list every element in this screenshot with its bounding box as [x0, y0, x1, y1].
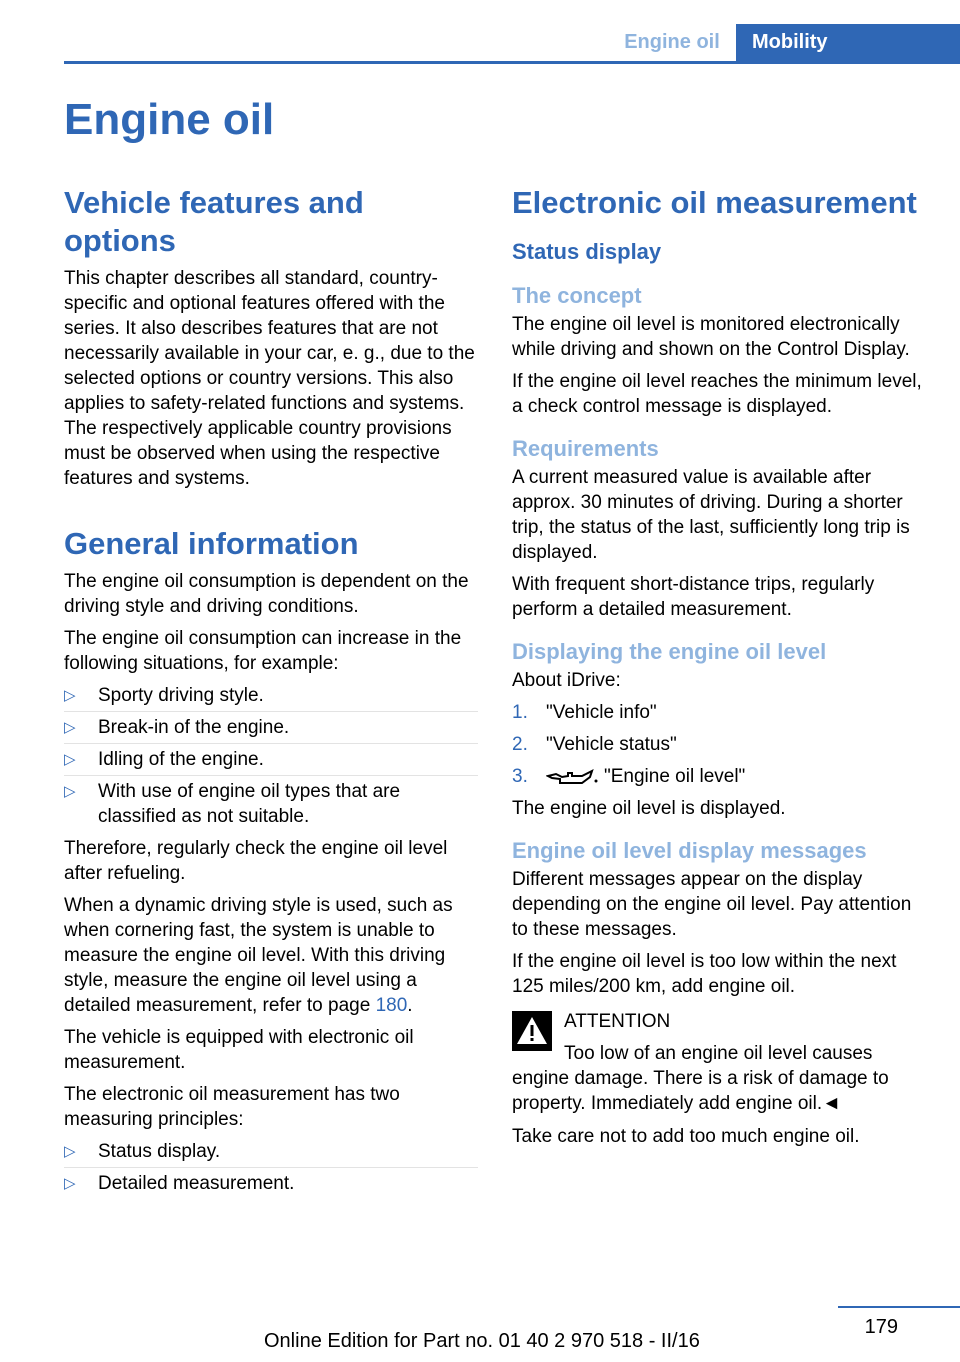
list-item-text: Idling of the engine. — [98, 749, 264, 770]
step-item — [512, 764, 926, 789]
general-info-paragraph: The engine oil consumption is dependent on the driving style and driving conditions. — [64, 571, 469, 617]
list-item — [64, 1171, 478, 1196]
triangle-right-icon: ▷ — [64, 719, 76, 736]
list-item — [64, 747, 478, 772]
messages-paragraph: If the engine oil level is too low within the next 125 miles/200 km, add engine oil. — [512, 951, 897, 997]
general-info-paragraph: The electronic oil measurement has two measuring principles: — [64, 1084, 400, 1130]
list-item — [64, 1139, 478, 1164]
step-item — [512, 732, 926, 757]
vehicle-features-text: This chapter describes all standard, country-specific and optional features offered with the series. It also describes features that are not necessarily available in your car, e. g., due to the selected options or country versions. This also applies to safety-related functions and systems. The respectively applicable country provisions must be observed when using the respective features and systems. — [64, 268, 475, 489]
triangle-right-icon: ▷ — [64, 751, 76, 768]
right-column — [512, 184, 926, 1156]
header-tabs — [608, 24, 960, 61]
oil-can-icon — [546, 768, 598, 786]
displaying-oil-level-heading: Displaying the engine oil level — [512, 639, 827, 664]
requirements-paragraph: A current measured value is available after approx. 30 minutes of driving. During a shorter trip, the status of the last, sufficiently long trip is displayed. — [512, 467, 910, 563]
concept-heading: The concept — [512, 283, 642, 308]
step-text: "Engine oil level" — [604, 766, 746, 787]
tab-mobility: Mobility — [736, 24, 960, 61]
status-display-heading: Status display — [512, 239, 662, 264]
messages-paragraph: Different messages appear on the display depending on the engine oil level. Pay attention to these messages. — [512, 869, 912, 940]
list-item-text: With use of engine oil types that are classified as not suitable. — [98, 781, 401, 827]
triangle-right-icon: ▷ — [64, 687, 76, 704]
situations-list — [64, 683, 478, 829]
triangle-right-icon: ▷ — [64, 783, 76, 800]
header-rule — [64, 61, 960, 64]
concept-paragraph: If the engine oil level reaches the minimum level, a check control message is displayed. — [512, 371, 922, 417]
general-information-heading: General information — [64, 526, 359, 561]
warning-triangle-icon — [512, 1011, 552, 1051]
page-number: 179 — [864, 1316, 898, 1338]
attention-label: ATTENTION — [564, 1011, 671, 1032]
electronic-oil-measurement-heading: Electronic oil measurement — [512, 185, 917, 220]
triangle-right-icon: ▷ — [64, 1143, 76, 1160]
tab-engine-oil: Engine oil — [608, 24, 736, 61]
page-title: Engine oil — [64, 95, 275, 144]
idrive-intro: About iDrive: — [512, 670, 621, 691]
list-item-text: Status display. — [98, 1141, 221, 1162]
step-text: "Vehicle info" — [546, 702, 657, 723]
list-item — [64, 715, 478, 740]
page-reference-link[interactable]: 180 — [375, 995, 408, 1016]
requirements-heading: Requirements — [512, 436, 659, 461]
step-number: 2. — [512, 734, 528, 755]
edition-footer: Online Edition for Part no. 01 40 2 970 518 - II/16 — [264, 1330, 700, 1352]
general-info-paragraph: Therefore, regularly check the engine oil level after refueling. — [64, 838, 448, 884]
triangle-right-icon: ▷ — [64, 1175, 76, 1192]
list-item-text: Detailed measurement. — [98, 1173, 295, 1194]
step-number: 3. — [512, 766, 528, 787]
list-item — [64, 683, 478, 708]
vehicle-features-heading: Vehicle features and options — [64, 185, 364, 258]
messages-heading: Engine oil level display messages — [512, 838, 867, 863]
paragraph-text: When a dynamic driving style is used, such as when cornering fast, the system is unable to measure the engine oil level. With this driving style, measure the engine oil level using a detailed measurement, refer to page — [64, 895, 453, 1016]
list-item — [64, 779, 478, 829]
step-number: 1. — [512, 702, 528, 723]
general-info-paragraph: The engine oil consumption can increase in the following situations, for example: — [64, 628, 462, 674]
final-paragraph: Take care not to add too much engine oil. — [512, 1126, 860, 1147]
requirements-paragraph: With frequent short-distance trips, regularly perform a detailed measurement. — [512, 574, 875, 620]
paragraph-end: . — [407, 995, 413, 1016]
general-info-paragraph: The vehicle is equipped with electronic oil measurement. — [64, 1027, 414, 1073]
attention-box — [512, 1009, 926, 1116]
list-item-text: Break-in of the engine. — [98, 717, 290, 738]
footer-rule — [838, 1306, 960, 1308]
list-item-text: Sporty driving style. — [98, 685, 264, 706]
general-info-paragraph — [64, 893, 478, 1018]
idrive-steps — [512, 700, 926, 789]
principles-list — [64, 1139, 478, 1196]
concept-paragraph: The engine oil level is monitored electronically while driving and shown on the Control Display. — [512, 314, 910, 360]
display-result: The engine oil level is displayed. — [512, 798, 786, 819]
step-text: "Vehicle status" — [546, 734, 677, 755]
attention-text: Too low of an engine oil level causes engine damage. There is a risk of damage to property. Immediately add engine oil.◄ — [512, 1043, 889, 1114]
step-item — [512, 700, 926, 725]
left-column — [64, 184, 478, 1203]
